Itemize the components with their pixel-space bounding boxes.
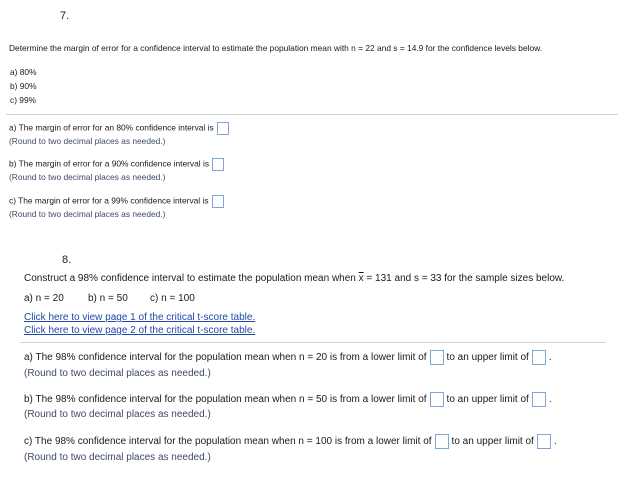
answer-7a-hint: (Round to two decimal places as needed.) (9, 136, 166, 146)
question-7-number: 7. (60, 10, 70, 22)
answer-7b-hint: (Round to two decimal places as needed.) (9, 172, 166, 182)
answer-7b-row (9, 158, 224, 171)
question-8-size-a: a) n = 20 (24, 293, 64, 304)
question-7-level-a: a) 80% (10, 67, 37, 77)
answer-7c-row (9, 195, 224, 208)
answer-7a-row (9, 122, 229, 135)
sample-mean-symbol: $\overline{x}$ (358, 273, 364, 284)
answer-8a-mid-label: to an upper limit of (446, 352, 529, 364)
question-8-prompt-start: Construct a 98% confidence interval to estimate the population mean when (24, 273, 359, 284)
question-8-size-b: b) n = 50 (88, 293, 128, 304)
answer-8a-lower-input[interactable] (430, 350, 444, 365)
answer-8a-hint: (Round to two decimal places as needed.) (24, 368, 211, 379)
answer-8c-hint: (Round to two decimal places as needed.) (24, 452, 211, 463)
answer-8c-mid-label: to an upper limit of (451, 436, 534, 448)
answer-7c-hint: (Round to two decimal places as needed.) (9, 209, 166, 219)
answer-8c-label: c) The 98% confidence interval for the population mean when n = 100 is from a lower limit of (24, 436, 432, 448)
question-7-level-c: c) 99% (10, 95, 37, 105)
answer-8c-lower-input[interactable] (435, 434, 449, 449)
answer-7b-input[interactable] (212, 158, 224, 171)
t-table-page-2-link[interactable]: Click here to view page 2 of the critical t-score table. (24, 325, 256, 336)
divider (6, 114, 618, 115)
question-8-number: 8. (62, 254, 72, 266)
answer-8b-upper-input[interactable] (532, 392, 546, 407)
answer-8b-period: . (548, 394, 552, 406)
answer-8c-row (24, 434, 557, 449)
question-7-prompt: Determine the margin of error for a confidence interval to estimate the population mean with n = 22 and s = 14.9 for the confidence levels below. (9, 43, 543, 53)
answer-8b-row (24, 392, 552, 407)
answer-8c-upper-input[interactable] (537, 434, 551, 449)
answer-8b-hint: (Round to two decimal places as needed.) (24, 409, 211, 420)
answer-7c-input[interactable] (212, 195, 224, 208)
answer-8b-mid-label: to an upper limit of (446, 394, 529, 406)
question-7-level-b: b) 90% (10, 81, 37, 91)
answer-8b-lower-input[interactable] (430, 392, 444, 407)
answer-8a-upper-input[interactable] (532, 350, 546, 365)
answer-8a-row (24, 350, 552, 365)
question-8-prompt (24, 273, 564, 284)
t-table-page-1-link[interactable]: Click here to view page 1 of the critical t-score table. (24, 312, 256, 323)
question-8-size-c: c) n = 100 (150, 293, 195, 304)
answer-7a-input[interactable] (217, 122, 229, 135)
divider (20, 342, 606, 343)
answer-8b-label: b) The 98% confidence interval for the population mean when n = 50 is from a lower limit of (24, 394, 427, 406)
question-8-prompt-end: = 131 and s = 33 for the sample sizes below. (363, 273, 565, 284)
answer-7b-label: b) The margin of error for a 90% confidence interval is (9, 158, 210, 169)
answer-8a-period: . (548, 352, 552, 364)
answer-8a-label: a) The 98% confidence interval for the population mean when n = 20 is from a lower limit of (24, 352, 427, 364)
answer-7a-label: a) The margin of error for an 80% confidence interval is (9, 122, 214, 133)
answer-8c-period: . (553, 436, 557, 448)
answer-7c-label: c) The margin of error for a 99% confidence interval is (9, 195, 209, 206)
